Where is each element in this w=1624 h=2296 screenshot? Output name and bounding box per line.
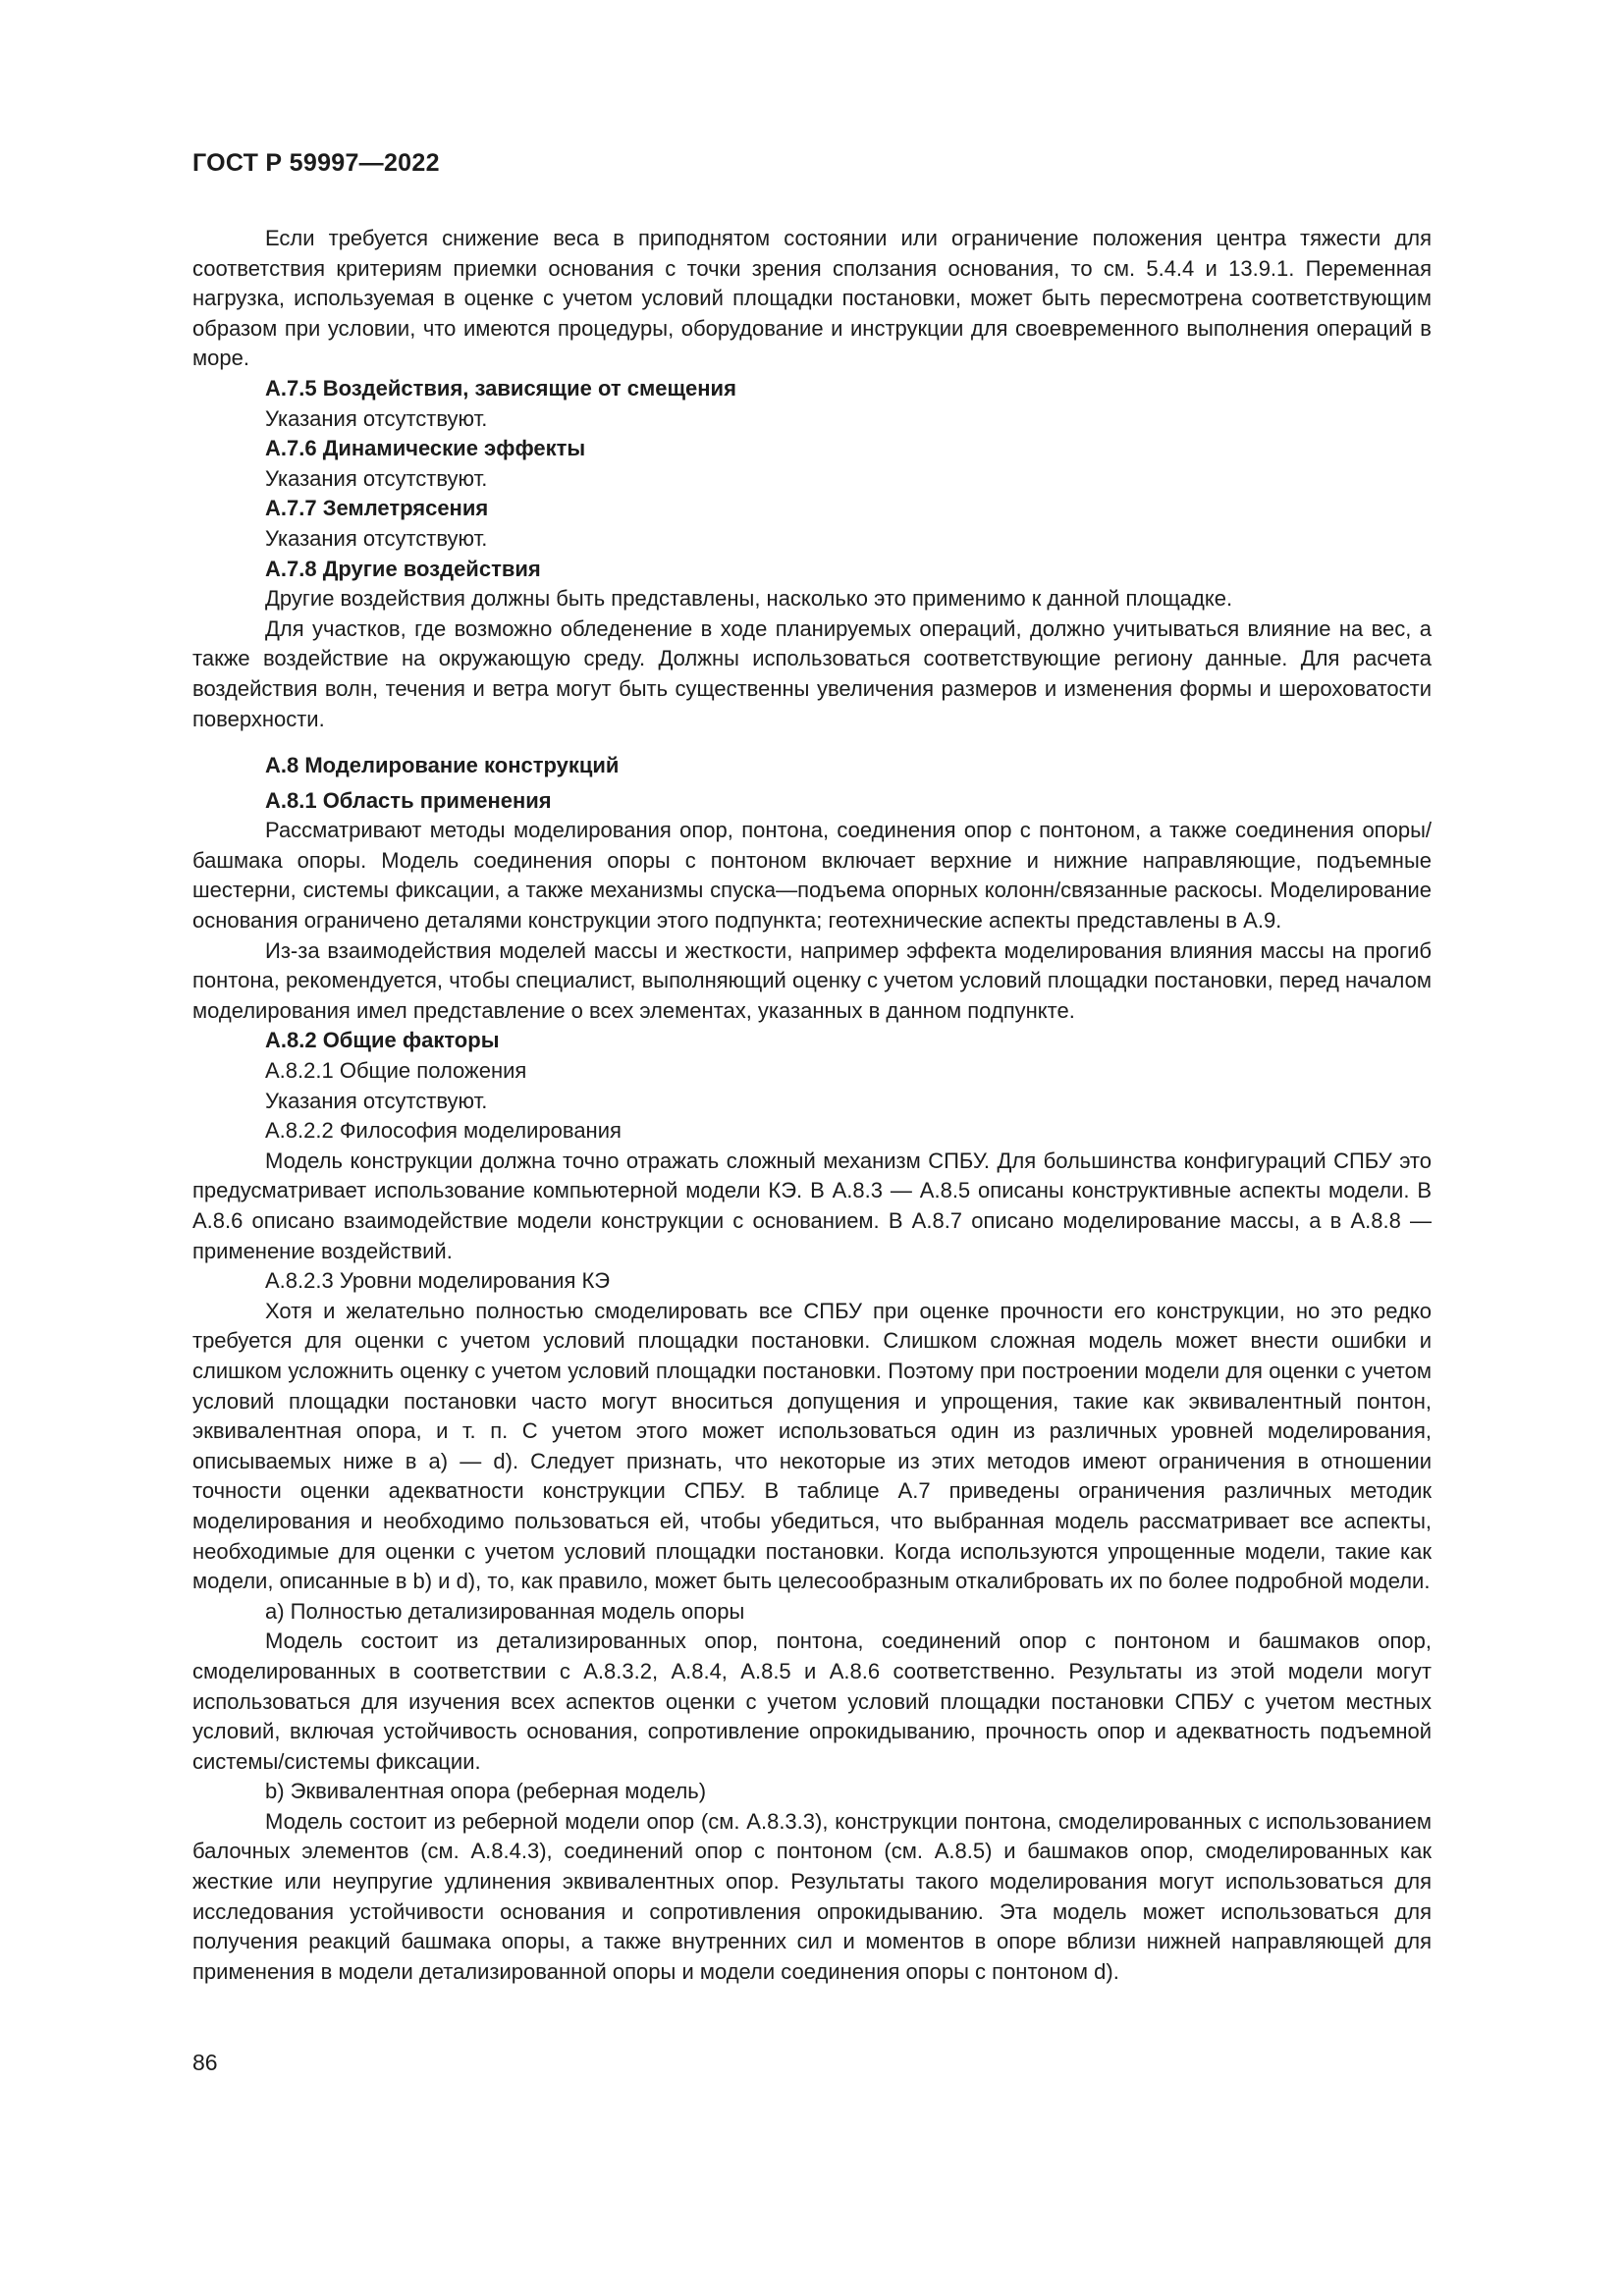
paragraph-no-guidance: Указания отсутствуют. [265, 525, 488, 551]
heading-a-7-6: А.7.6 Динамические эффекты [265, 436, 586, 461]
heading-a-8-1: А.8.1 Область применения [265, 787, 552, 813]
paragraph-detailed-leg-model: Модель состоит из детализированных опор, понтона, соединений опор с понтоном и башмаков опор, смоделированных в соответствии с А.8.3.2, А.8.4, А.8.5 и А.8.6 соответственно. Результаты из этой модели могут использоваться для изучения всех аспектов оценки с учетом условий площадки постановки СПБУ с учетом местных условий, включая устойчивость основания, сопротивление опрокидыванию, прочность опор и адекватность подъемной системы/системы фиксации. [192, 1629, 1432, 1774]
list-item-b: b) Эквивалентная опора (реберная модель) [265, 1779, 707, 1804]
heading-a-7-8: А.7.8 Другие воздействия [265, 556, 541, 581]
paragraph-equivalent-leg-model: Модель состоит из реберной модели опор (см. А.8.3.3), конструкции понтона, смоделированных с использованием балочных элементов (см. А.8.4.3), соединений опор с понтоном (см. А.8.5) и башмаков опор, смоделированных как жесткие или неупругие удлинения эквивалентных опор. Результаты такого моделирования могут использоваться для исследования устойчивости основания и сопротивления опрокидыванию. Эта модель может использоваться для получения реакций башмака опоры, а также внутренних сил и моментов в опоре вблизи нижней направляющей для применения в модели детализированной опоры и модели соединения опоры с понтоном d). [192, 1808, 1432, 1984]
paragraph-weight-reduction: Если требуется снижение веса в приподнятом состоянии или ограничение положения центра тяжести для соответствия критериям приемки основания с точки зрения сползания основания, то см. 5.4.4 и 13.9.1. Переменная нагрузка, используемая в оценке с учетом условий площадки постановки, может быть пересмотрена соответствующим образом при условии, что имеются процедуры, оборудование и инструкции для своевременного выполнения операций в море. [192, 226, 1432, 371]
document-body [192, 224, 1432, 1987]
paragraph-no-guidance: Указания отсутствуют. [265, 1088, 488, 1113]
paragraph-modeling-philosophy: Модель конструкции должна точно отражать сложный механизм СПБУ. Для большинства конфигураций СПБУ это предусматривает использование компьютерной модели КЭ. В А.8.3 — А.8.5 описаны конструктивные аспекты модели. В А.8.6 описано взаимодействие модели конструкции с основанием. В А.8.7 описано моделирование массы, а в А.8.8 — применение воздействий. [192, 1148, 1432, 1263]
paragraph-modeling-levels: Хотя и желательно полностью смоделировать все СПБУ при оценке прочности его конструкции, но это редко требуется для оценки с учетом условий площадки постановки. Слишком сложная модель может внести ошибки и слишком усложнить оценку с учетом условий площадки постановки. Поэтому при построении модели для оценки с учетом условий площадки постановки часто могут вноситься допущения и упрощения, такие как эквивалентный понтон, эквивалентная опора, и т. п. С учетом этого может использоваться один из различных уровней моделирования, описываемых ниже в а) — d). Следует признать, что некоторые из этих методов имеют ограничения в отношении точности оценки адекватности конструкции СПБУ. В таблице А.7 приведены ограничения различных методик моделирования и необходимо пользоваться ей, чтобы убедиться, что выбранная модель рассматривает все аспекты, необходимые для оценки с учетом условий площадки постановки. Когда используются упрощенные модели, такие как модели, описанные в b) и d), то, как правило, может быть целесообразным откалибровать их по более подробной модели. [192, 1298, 1432, 1594]
heading-a-8-2: А.8.2 Общие факторы [265, 1028, 500, 1053]
document-header: ГОСТ Р 59997—2022 [192, 149, 440, 177]
paragraph-no-guidance: Указания отсутствуют. [265, 465, 488, 491]
heading-a-8-2-2: А.8.2.2 Философия моделирования [265, 1118, 622, 1144]
paragraph-other-actions: Другие воздействия должны быть представлены, насколько это применимо к данной площадке. [265, 586, 1233, 612]
heading-a-8-2-3: А.8.2.3 Уровни моделирования КЭ [265, 1268, 611, 1294]
heading-a-7-7: А.7.7 Землетрясения [265, 496, 489, 521]
list-item-a: а) Полностью детализированная модель опоры [265, 1598, 745, 1624]
page-number: 86 [192, 2050, 218, 2075]
paragraph-icing: Для участков, где возможно обледенение в ходе планируемых операций, должно учитываться влияние на вес, а также воздействие на окружающую среду. Должны использоваться соответствующие региону данные. Для расчета воздействия волн, течения и ветра могут быть существенны увеличения размеров и изменения формы и шероховатости поверхности. [192, 615, 1432, 731]
paragraph-no-guidance: Указания отсутствуют. [265, 405, 488, 431]
paragraph-mass-stiffness: Из-за взаимодействия моделей массы и жесткости, например эффекта моделирования влияния массы на прогиб понтона, рекомендуется, чтобы специалист, выполняющий оценку с учетом условий площадки постановки, перед началом моделирования имел представление о всех элементах, указанных в данном подпункте. [192, 937, 1432, 1023]
paragraph-scope: Рассматривают методы моделирования опор, понтона, соединения опор с понтоном, а также соединения опоры/башмака опоры. Модель соединения опоры с понтоном включает верхние и нижние направляющие, подъемные шестерни, системы фиксации, а также механизмы спуска—подъема опорных колонн/связанные раскосы. Моделирование основания ограничено деталями конструкции этого подпункта; геотехнические аспекты представлены в А.9. [192, 818, 1432, 934]
heading-a-7-5: А.7.5 Воздействия, зависящие от смещения [265, 375, 736, 400]
heading-a-8-2-1: А.8.2.1 Общие положения [265, 1058, 527, 1084]
heading-a-8: А.8 Моделирование конструкций [265, 753, 620, 778]
